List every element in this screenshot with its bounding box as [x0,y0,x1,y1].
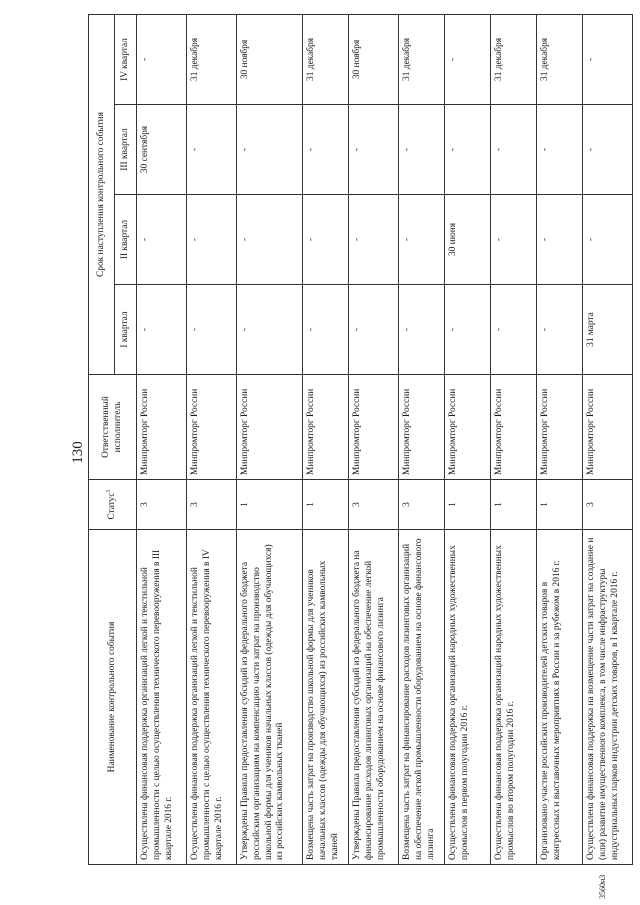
deadline-q3: - [445,105,491,195]
event-executor: Минпромторг России [537,375,583,480]
event-name: Возмещена часть затрат на финансирование расходов лизинговых организаций на обеспечение легкой промышленности оборудованием на основе финансового лизинга [399,530,445,865]
deadline-q2: 30 июня [445,195,491,285]
header-executor: Ответственный исполнитель [89,375,137,480]
deadline-q1: - [399,285,445,375]
header-quarter-1: I квартал [115,285,137,375]
event-status: 3 [187,480,237,530]
deadline-q4: 31 декабря [303,14,349,104]
deadline-q1: - [303,285,349,375]
deadline-q4: 31 декабря [537,14,583,104]
deadline-q4: 30 ноября [349,14,399,104]
deadline-q4: - [583,14,633,104]
deadline-q3: - [399,105,445,195]
deadline-q3: - [349,105,399,195]
header-quarter-2: II квартал [115,195,137,285]
deadline-q2: - [349,195,399,285]
deadline-q2: - [187,195,237,285]
table-row [537,14,583,864]
deadline-q3: - [303,105,349,195]
deadline-q1: - [537,285,583,375]
event-status: 1 [303,480,349,530]
control-events-table [88,14,633,865]
deadline-q1: - [187,285,237,375]
event-executor: Минпромторг России [445,375,491,480]
deadline-q3: - [187,105,237,195]
event-name: Осуществлена финансовая поддержка на возмещение части затрат на создание и (или) развитие имущественного комплекса, в том числе инфраструктуры индустриальных парков индустрии детских товаров, в I квартале 2016 г. [583,530,633,865]
deadline-q3: 30 сентября [137,105,187,195]
table-row [349,14,399,864]
event-name: Возмещена часть затрат на производство школьной формы для учеников начальных классов (одежды для обучающихся) из российских камвольных тканей [303,530,349,865]
deadline-q1: - [491,285,537,375]
header-status: Статус$^1$ [89,480,137,530]
deadline-q2: - [303,195,349,285]
table-row [237,14,303,864]
deadline-q2: - [237,195,303,285]
table-header [89,14,137,864]
deadline-q2: - [399,195,445,285]
deadline-q1: - [237,285,303,375]
deadline-q4: 31 декабря [187,14,237,104]
event-status: 3 [399,480,445,530]
event-executor: Минпромторг России [303,375,349,480]
event-name: Осуществлена финансовая поддержка организаций народных художественных промыслов во втором полугодии 2016 г. [491,530,537,865]
event-status: 1 [445,480,491,530]
event-status: 3 [137,480,187,530]
event-status: 3 [349,480,399,530]
header-quarter-3: III квартал [115,105,137,195]
event-status: 1 [491,480,537,530]
event-status: 3 [583,480,633,530]
deadline-q3: - [537,105,583,195]
event-executor: Минпромторг России [491,375,537,480]
event-executor: Минпромторг России [137,375,187,480]
event-name: Осуществлена финансовая поддержка организаций легкой и текстильной промышленности с целью осуществления технического перевооружения в IV квартале 2016 г. [187,530,237,865]
deadline-q1: - [349,285,399,375]
deadline-q4: 31 декабря [491,14,537,104]
deadline-q4: - [137,14,187,104]
deadline-q1: - [445,285,491,375]
table-row [137,14,187,864]
deadline-q1: - [137,285,187,375]
event-name: Утверждены Правила предоставления субсидий из федерального бюджета на финансирование расходов лизинговых организаций на обеспечение легкой промышленности оборудованием на основе финансового лизинга [349,530,399,865]
table-body [137,14,633,864]
event-name: Утверждены Правила предоставления субсидий из федерального бюджета российским организациям на компенсацию части затрат на производство школьной формы для учеников начальных классов (одежды для обучающихся) из российских камвольных тканей [237,530,303,865]
table-row [583,14,633,864]
deadline-q3: - [583,105,633,195]
deadline-q4: 30 ноября [237,14,303,104]
deadline-q1: 31 марта [583,285,633,375]
event-executor: Минпромторг России [349,375,399,480]
page-number: 130 [70,441,86,464]
event-executor: Минпромторг России [237,375,303,480]
deadline-q2: - [537,195,583,285]
table-row [303,14,349,864]
header-name: Наименование контрольного события [89,530,137,865]
table-row [399,14,445,864]
event-status: 1 [537,480,583,530]
deadline-q4: - [445,14,491,104]
table-row [187,14,237,864]
deadline-q3: - [491,105,537,195]
event-name: Осуществлена финансовая поддержка организаций легкой и текстильной промышленности с целью осуществления технического перевооружения в III квартале 2016 г. [137,530,187,865]
deadline-q4: 31 декабря [399,14,445,104]
status-footnote-mark: 1 [106,489,113,493]
header-quarter-4: IV квартал [115,14,137,104]
deadline-q2: - [491,195,537,285]
event-name: Осуществлена финансовая поддержка организаций народных художественных промыслов в первом полугодии 2016 г. [445,530,491,865]
deadline-q2: - [137,195,187,285]
event-name: Организовано участие российских производителей детских товаров в конгрессных и выставочных мероприятиях в России и за рубежом в 2016 г. [537,530,583,865]
table-row [491,14,537,864]
header-deadline: Срок наступления контрольного события [89,14,115,374]
event-status: 1 [237,480,303,530]
table-row [445,14,491,864]
event-executor: Минпромторг России [187,375,237,480]
deadline-q3: - [237,105,303,195]
event-executor: Минпромторг России [583,375,633,480]
event-executor: Минпромторг России [399,375,445,480]
document-code: 3560н3 [598,874,607,899]
deadline-q2: - [583,195,633,285]
